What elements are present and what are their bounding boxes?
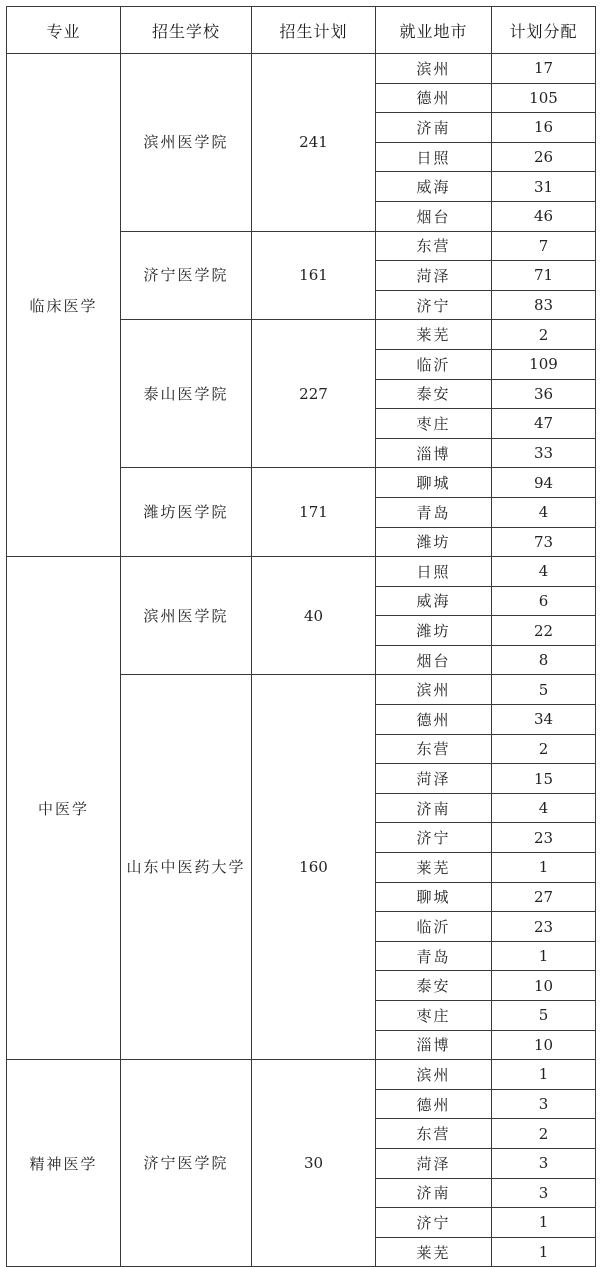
city-cell: 滨州 — [376, 1060, 492, 1090]
plan-cell: 161 — [252, 231, 376, 320]
allocation-cell: 8 — [492, 645, 596, 675]
header-school: 招生学校 — [121, 7, 252, 54]
city-cell: 青岛 — [376, 497, 492, 527]
allocation-cell: 105 — [492, 83, 596, 113]
city-cell: 莱芜 — [376, 853, 492, 883]
city-cell: 济南 — [376, 113, 492, 143]
allocation-cell: 10 — [492, 971, 596, 1001]
allocation-cell: 22 — [492, 616, 596, 646]
school-cell: 济宁医学院 — [121, 231, 252, 320]
table-row — [7, 557, 596, 587]
allocation-cell: 31 — [492, 172, 596, 202]
city-cell: 莱芜 — [376, 320, 492, 350]
school-cell: 潍坊医学院 — [121, 468, 252, 557]
city-cell: 泰安 — [376, 379, 492, 409]
city-cell: 枣庄 — [376, 1001, 492, 1031]
city-cell: 聊城 — [376, 882, 492, 912]
allocation-cell: 83 — [492, 290, 596, 320]
city-cell: 泰安 — [376, 971, 492, 1001]
city-cell: 滨州 — [376, 675, 492, 705]
allocation-cell: 1 — [492, 941, 596, 971]
allocation-cell: 10 — [492, 1030, 596, 1060]
allocation-cell: 2 — [492, 734, 596, 764]
school-cell: 滨州医学院 — [121, 54, 252, 232]
city-cell: 莱芜 — [376, 1237, 492, 1267]
city-cell: 日照 — [376, 557, 492, 587]
allocation-cell: 1 — [492, 1208, 596, 1238]
allocation-cell: 7 — [492, 231, 596, 261]
allocation-cell: 23 — [492, 912, 596, 942]
city-cell: 烟台 — [376, 645, 492, 675]
city-cell: 威海 — [376, 586, 492, 616]
city-cell: 青岛 — [376, 941, 492, 971]
city-cell: 聊城 — [376, 468, 492, 498]
major-cell: 中医学 — [7, 557, 121, 1060]
allocation-cell: 15 — [492, 764, 596, 794]
allocation-cell: 36 — [492, 379, 596, 409]
city-cell: 菏泽 — [376, 764, 492, 794]
city-cell: 济宁 — [376, 823, 492, 853]
allocation-cell: 3 — [492, 1089, 596, 1119]
city-cell: 烟台 — [376, 201, 492, 231]
allocation-cell: 5 — [492, 675, 596, 705]
header-major: 专业 — [7, 7, 121, 54]
city-cell: 菏泽 — [376, 1148, 492, 1178]
header-plan: 招生计划 — [252, 7, 376, 54]
city-cell: 东营 — [376, 734, 492, 764]
table-body — [7, 54, 596, 1267]
allocation-cell: 5 — [492, 1001, 596, 1031]
plan-cell: 171 — [252, 468, 376, 557]
school-cell: 济宁医学院 — [121, 1060, 252, 1267]
major-cell: 临床医学 — [7, 54, 121, 557]
allocation-cell: 47 — [492, 409, 596, 439]
allocation-cell: 1 — [492, 1060, 596, 1090]
header-allocation: 计划分配 — [492, 7, 596, 54]
allocation-cell: 4 — [492, 793, 596, 823]
plan-cell: 30 — [252, 1060, 376, 1267]
plan-cell: 160 — [252, 675, 376, 1060]
allocation-cell: 26 — [492, 142, 596, 172]
allocation-cell: 71 — [492, 261, 596, 291]
allocation-cell: 73 — [492, 527, 596, 557]
allocation-cell: 46 — [492, 201, 596, 231]
city-cell: 德州 — [376, 1089, 492, 1119]
allocation-cell: 2 — [492, 1119, 596, 1149]
city-cell: 东营 — [376, 231, 492, 261]
allocation-cell: 94 — [492, 468, 596, 498]
city-cell: 菏泽 — [376, 261, 492, 291]
major-cell: 精神医学 — [7, 1060, 121, 1267]
city-cell: 滨州 — [376, 54, 492, 84]
allocation-cell: 34 — [492, 705, 596, 735]
table-row — [7, 54, 596, 84]
allocation-cell: 4 — [492, 557, 596, 587]
city-cell: 日照 — [376, 142, 492, 172]
allocation-cell: 3 — [492, 1178, 596, 1208]
allocation-cell: 17 — [492, 54, 596, 84]
allocation-cell: 1 — [492, 853, 596, 883]
city-cell: 淄博 — [376, 438, 492, 468]
allocation-cell: 4 — [492, 497, 596, 527]
allocation-cell: 1 — [492, 1237, 596, 1267]
allocation-cell: 6 — [492, 586, 596, 616]
allocation-cell: 16 — [492, 113, 596, 143]
plan-cell: 227 — [252, 320, 376, 468]
plan-cell: 241 — [252, 54, 376, 232]
header-city: 就业地市 — [376, 7, 492, 54]
city-cell: 济宁 — [376, 290, 492, 320]
city-cell: 临沂 — [376, 912, 492, 942]
city-cell: 淄博 — [376, 1030, 492, 1060]
city-cell: 潍坊 — [376, 527, 492, 557]
city-cell: 临沂 — [376, 349, 492, 379]
plan-cell: 40 — [252, 557, 376, 675]
city-cell: 济宁 — [376, 1208, 492, 1238]
city-cell: 东营 — [376, 1119, 492, 1149]
table-row — [7, 1060, 596, 1090]
allocation-cell: 109 — [492, 349, 596, 379]
city-cell: 济南 — [376, 793, 492, 823]
city-cell: 德州 — [376, 705, 492, 735]
allocation-cell: 33 — [492, 438, 596, 468]
allocation-cell: 27 — [492, 882, 596, 912]
city-cell: 枣庄 — [376, 409, 492, 439]
header-row — [7, 7, 596, 54]
allocation-cell: 3 — [492, 1148, 596, 1178]
school-cell: 山东中医药大学 — [121, 675, 252, 1060]
city-cell: 威海 — [376, 172, 492, 202]
school-cell: 滨州医学院 — [121, 557, 252, 675]
enrollment-plan-table — [6, 6, 596, 1267]
allocation-cell: 2 — [492, 320, 596, 350]
allocation-cell: 23 — [492, 823, 596, 853]
city-cell: 济南 — [376, 1178, 492, 1208]
school-cell: 泰山医学院 — [121, 320, 252, 468]
city-cell: 德州 — [376, 83, 492, 113]
city-cell: 潍坊 — [376, 616, 492, 646]
